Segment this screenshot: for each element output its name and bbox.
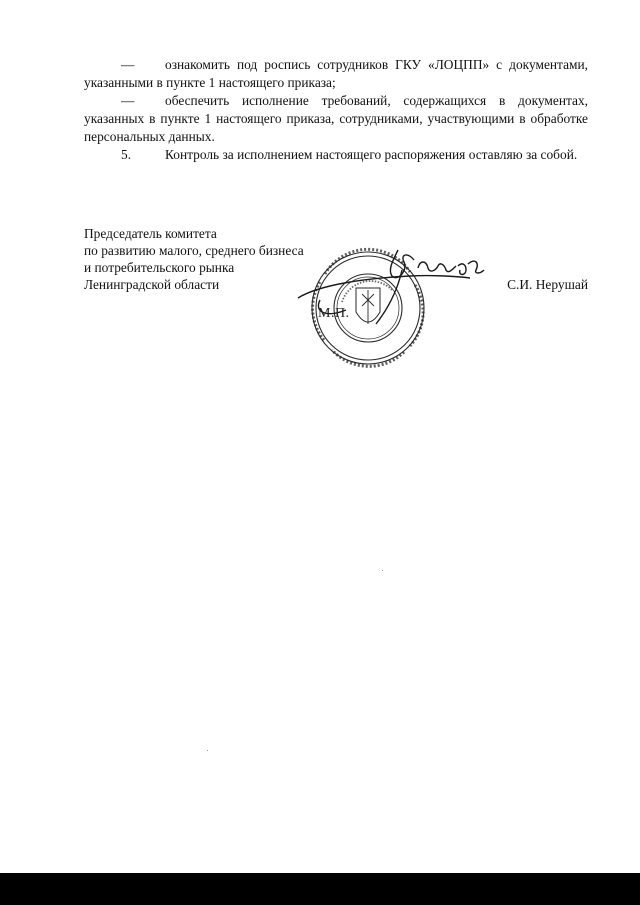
paragraph-1-dash: — [121,57,135,72]
signer-title-line-3: и потребительского рынка [84,260,235,275]
paragraph-3-number: 5. [121,147,132,162]
signer-title-line-4: Ленинградской области [84,277,220,292]
paragraph-3 [84,146,588,164]
signer-title-line-1: Председатель комитета [84,226,217,241]
document-body [84,56,588,164]
scan-bottom-border [0,873,640,905]
signer-title-line-2: по развитию малого, среднего бизнеса [84,243,304,258]
seal-stamp-icon [280,240,500,380]
paragraph-1-text: ознакомить под роспись сотрудников ГКУ «ЛОЦПП» с документами, указанными в пункте 1 настоящего приказа; [84,57,588,90]
paragraph-1 [84,56,588,92]
mp-stamp-label: М.П. [318,306,350,321]
official-seal [280,240,500,380]
signer-name: С.И. Нерушай [507,277,588,292]
paragraph-2 [84,92,588,146]
scan-speck [207,750,208,751]
scan-speck [382,570,383,571]
paragraph-3-text: Контроль за исполнением настоящего распоряжения оставляю за собой. [165,147,578,162]
paragraph-2-dash: — [121,93,135,108]
paragraph-2-text: обеспечить исполнение требований, содержащихся в документах, указанных в пункте 1 настоящего приказа, сотрудниками, участвующими в обработке персональных данных. [84,93,588,144]
seal-emblem-keys [362,290,374,324]
